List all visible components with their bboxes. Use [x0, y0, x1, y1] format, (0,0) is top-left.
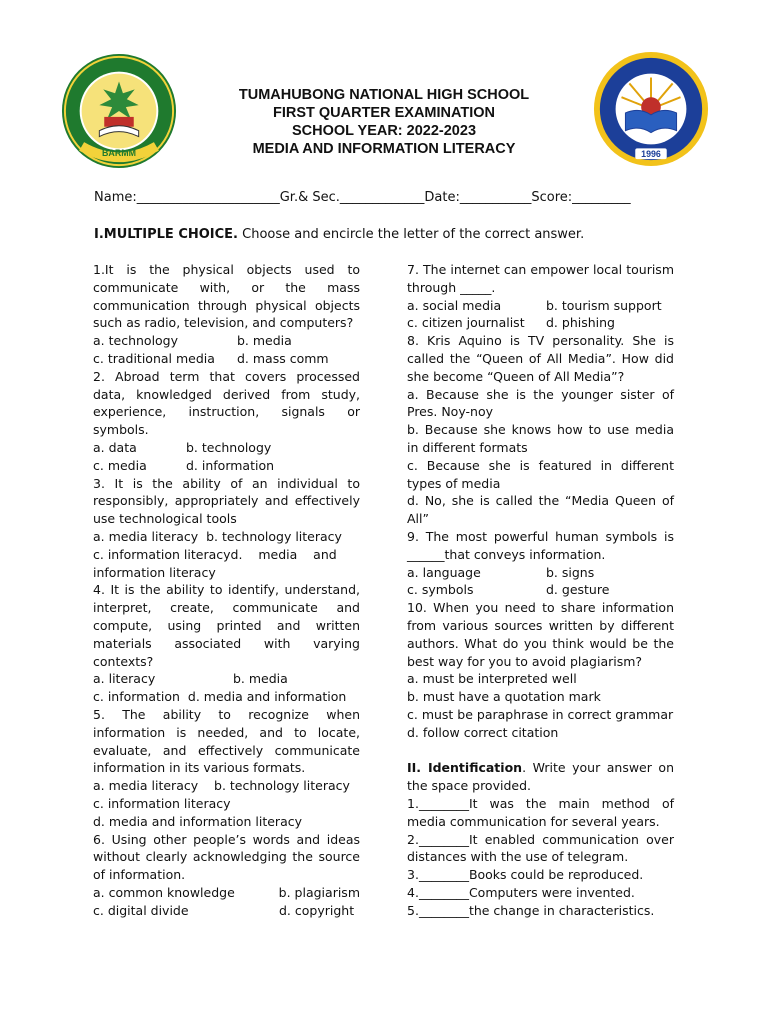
question-9-text: 9. The most powerful human symbols is ______that conveys information.: [407, 528, 674, 562]
school-name: TUMAHUBONG NATIONAL HIGH SCHOOL: [238, 87, 530, 103]
option: c. information literacy: [93, 795, 231, 811]
item-number: 5.: [407, 902, 419, 918]
subject-title: MEDIA AND INFORMATION LITERACY: [252, 141, 516, 157]
option: a. data: [93, 439, 137, 455]
option: c. must be paraphrase in correct grammar: [407, 706, 674, 722]
question-6-options: [93, 902, 360, 920]
question-6-text: 6. Using other people’s words and ideas without clearly acknowledging the source of information.: [93, 831, 360, 883]
answer-blank: ________: [418, 867, 469, 883]
item-number: 1.: [407, 795, 419, 811]
section-1-instructions: [94, 227, 584, 242]
question-10-text: 10. When you need to share information from various sources written by different authors. What do you think would be the best way for you to avoid plagiarism?: [407, 600, 674, 669]
spacer: [407, 742, 674, 760]
question-3-text: 3. It is the ability of an individual to responsibly, appropriately and effectively use technological tools: [93, 475, 360, 527]
option: a. must be interpreted well: [407, 671, 577, 687]
option: b. tourism support: [546, 297, 662, 313]
question-9-options: [407, 581, 674, 599]
question-5-options: [93, 795, 360, 813]
option: c. information literacyd. media and: [93, 546, 337, 562]
option: d. copyright: [279, 902, 355, 918]
item-text: It enabled communication over distances with the use of telegram.: [407, 831, 674, 865]
svg-text:BARMM: BARMM: [102, 148, 136, 159]
question-1-options: [93, 332, 360, 350]
exam-header: [200, 86, 568, 158]
option: d. phishing: [546, 315, 615, 331]
option: a. technology: [93, 333, 179, 349]
question-4-options: [93, 670, 360, 688]
identification-item-5: [407, 902, 674, 920]
left-column: [93, 261, 360, 919]
answer-blank: ________: [418, 884, 469, 900]
question-5-text: 5. The ability to recognize when information is needed, and to locate, evaluate, and effectively communicate information in its various formats.: [93, 706, 360, 776]
option: b. Because she knows how to use media in different formats: [407, 422, 674, 455]
option: b. must have a quotation mark: [407, 689, 601, 705]
question-7-options: [407, 297, 674, 315]
option: c. citizen journalist: [407, 315, 525, 331]
question-2-text: 2. Abroad term that covers processed data, knowledged derived from study, experience, instruction, signals or symbols.: [93, 368, 360, 438]
question-1-options: [93, 350, 360, 368]
identification-item-1: [407, 795, 674, 831]
question-3-options: [93, 546, 360, 564]
item-number: 3.: [407, 867, 419, 883]
option: b. signs: [546, 564, 595, 580]
option: c. information d. media and information: [93, 689, 347, 705]
option: a. language: [407, 564, 481, 580]
option: b. media: [237, 333, 292, 349]
option: b. plagiarism: [278, 884, 360, 900]
answer-blank: ________: [418, 902, 469, 918]
item-text: It was the main method of media communication for several years.: [407, 795, 674, 829]
section-2-title: II. Identification: [407, 760, 523, 776]
ministry-seal-logo: [60, 52, 178, 170]
right-column: [407, 261, 674, 919]
item-number: 2.: [407, 831, 419, 847]
question-4-text: 4. It is the ability to identify, understand, interpret, create, communicate and compute, using printed and written materials associated with varying contexts?: [93, 582, 360, 669]
option: a. common knowledge: [93, 884, 235, 900]
identification-item-2: [407, 831, 674, 867]
option: c. digital divide: [93, 902, 189, 918]
option: a. literacy: [93, 671, 156, 687]
exam-title: FIRST QUARTER EXAMINATION: [272, 105, 496, 121]
item-text: the change in characteristics.: [468, 902, 655, 918]
item-text: Computers were invented.: [468, 884, 635, 900]
question-2-options: [93, 439, 360, 457]
question-8-text: 8. Kris Aquino is TV personality. She is called the “Queen of All Media”. How did she become “Queen of All Media”?: [407, 333, 674, 384]
section-2-instruction-text: . Write your answer on the space provided.: [407, 760, 674, 794]
answer-blank: ________: [418, 831, 469, 847]
section-1-instruction-text: Choose and encircle the letter of the correct answer.: [238, 227, 585, 242]
question-4-options: [93, 688, 360, 706]
option: d. mass comm: [237, 350, 329, 366]
question-5-options: [93, 813, 360, 831]
question-1-text: 1.It is the physical objects used to communicate with, or the mass communication through physical objects such as radio, television, and computers?: [93, 262, 360, 331]
option: d. media and information literacy: [93, 813, 303, 829]
option: a. media literacy b. technology literacy: [93, 778, 350, 794]
question-2-options: [93, 457, 360, 475]
question-6-options: [93, 884, 360, 902]
question-3-options: [93, 564, 360, 582]
option: d. information: [186, 457, 275, 473]
option: a. media literacy b. technology literacy: [93, 528, 342, 544]
student-info-line: Name:______________________Gr.& Sec._____________Date:___________Score:_________: [94, 190, 631, 205]
option: d. No, she is called the “Media Queen of All”: [407, 493, 674, 527]
option: a. social media: [407, 297, 502, 313]
item-number: 4.: [407, 884, 419, 900]
option: d. gesture: [546, 582, 610, 598]
option: d. follow correct citation: [407, 724, 559, 740]
school-seal-logo: [592, 50, 710, 168]
option: b. media: [233, 671, 288, 687]
question-7-text: 7. The internet can empower local tourism through _____.: [407, 262, 674, 295]
identification-item-4: [407, 884, 674, 902]
question-9-options: [407, 564, 674, 582]
option: c. media: [93, 457, 147, 473]
option: a. Because she is the younger sister of Pres. Noy-noy: [407, 386, 674, 420]
option: c. traditional media: [93, 350, 215, 366]
section-2-instructions: [407, 759, 674, 795]
school-year: SCHOOL YEAR: 2022-2023: [291, 123, 477, 139]
identification-item-3: [407, 866, 674, 884]
question-5-options: [93, 777, 360, 795]
option: information literacy: [93, 564, 216, 580]
section-1-title: I.MULTIPLE CHOICE.: [94, 227, 238, 242]
svg-text:1996: 1996: [641, 149, 661, 160]
item-text: Books could be reproduced.: [468, 867, 644, 883]
question-3-options: [93, 528, 360, 546]
option: b. technology: [186, 439, 272, 455]
answer-blank: ________: [418, 795, 469, 811]
question-7-options: [407, 314, 674, 332]
option: c. Because she is featured in different types of media: [407, 457, 674, 491]
option: c. symbols: [407, 582, 474, 598]
